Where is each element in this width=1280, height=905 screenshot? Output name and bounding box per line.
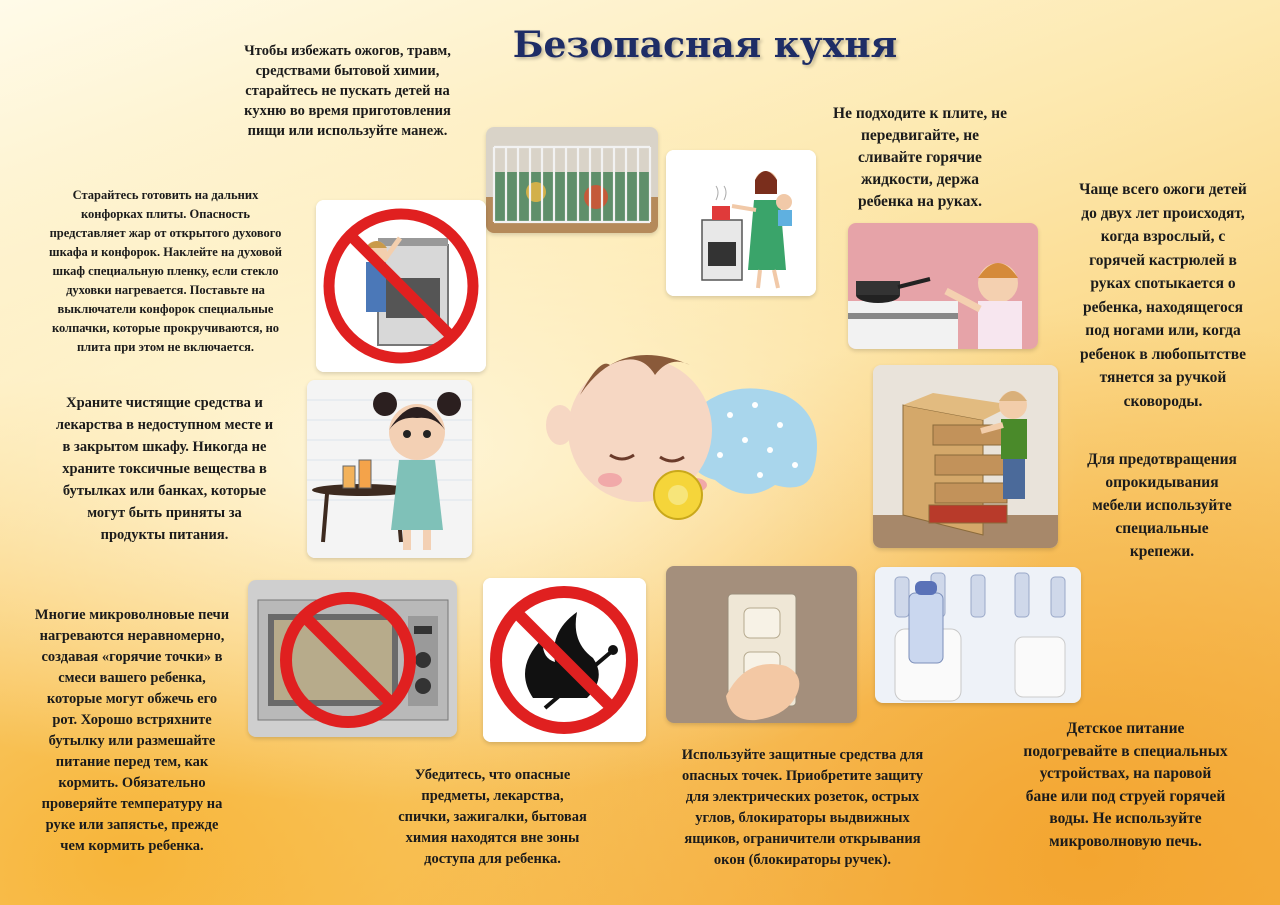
- child-at-stove-prohibited: [316, 200, 486, 372]
- child-climbing-drawers-photo: [873, 365, 1058, 548]
- burns-under-two-text: Чаще всего ожоги детей до двух лет происходят, когда взрослый, с горячей кастрюлей в руках спотыкается о ребенка, находящегося под ногами или, когда ребенок в любопытстве тянется за ручкой сковороды.: [1079, 181, 1247, 410]
- matches-text: Убедитесь, что опасные предметы, лекарства, спички, зажигалки, бытовая химия находятся вне зоны доступа для ребенка.: [398, 767, 587, 867]
- fire-matches-prohibited: [483, 578, 646, 742]
- girl-with-medicine-illustration: [307, 380, 472, 558]
- stove-hold-text: Не подходите к плите, не передвигайте, не сливайте горячие жидкости, держа ребенка на руках.: [833, 105, 1007, 210]
- microwave-prohibited: [248, 580, 457, 737]
- playpen-text: Чтобы избежать ожогов, травм, средствами бытовой химии, старайтесь не пускать детей на кухню во время приготовления пищи или используйте манеж.: [244, 43, 451, 139]
- far-burners-text: Старайтесь готовить на дальних конфорках плиты. Опасность представляет жар от открытого духового шкафа и конфорок. Наклейте на духовой шкаф специальную пленку, если стекло духовки нагревается. Поставьте на выключатели конфорок специальные колпачки, которые прокручиваются, но плита при этом не включается.: [49, 188, 282, 354]
- sleeping-baby-illustration: [530, 345, 825, 525]
- bottle-warmer-photo: [875, 567, 1081, 703]
- outlet-cover-photo: [666, 566, 857, 723]
- toddler-reaching-pan-photo: [848, 223, 1038, 349]
- mother-at-stove-illustration: [666, 150, 816, 296]
- furniture-text: Для предотвращения опрокидывания мебели используйте специальные крепежи.: [1087, 451, 1237, 560]
- playpen-photo: [486, 127, 658, 233]
- baby-food-text: Детское питание подогревайте в специальных устройствах, на паровой бане или под струей горячей воды. Не используйте микроволновую печь.: [1023, 720, 1228, 850]
- outlets-text: Используйте защитные средства для опасных точек. Приобретите защиту для электрических розеток, острых углов, блокираторы выдвижных ящиков, ограничители открывания окон (блокираторы ручек).: [681, 747, 924, 868]
- microwave-text: Многие микроволновые печи нагреваются неравномерно, создавая «горячие точки» в смеси вашего ребенка, которые могут обжечь его рот. Хорошо встряхните бутылку или размешайте питание перед тем, как кормить. Обязательно проверяйте температуру на руке или запястье, прежде чем кормить ребенка.: [34, 607, 230, 854]
- page-title: Безопасная кухня: [512, 24, 898, 66]
- cleaning-text: Храните чистящие средства и лекарства в недоступном месте и в закрытом шкафу. Никогда не храните токсичные вещества в бутылках или банках, которые могут быть приняты за продукты питания.: [55, 395, 274, 543]
